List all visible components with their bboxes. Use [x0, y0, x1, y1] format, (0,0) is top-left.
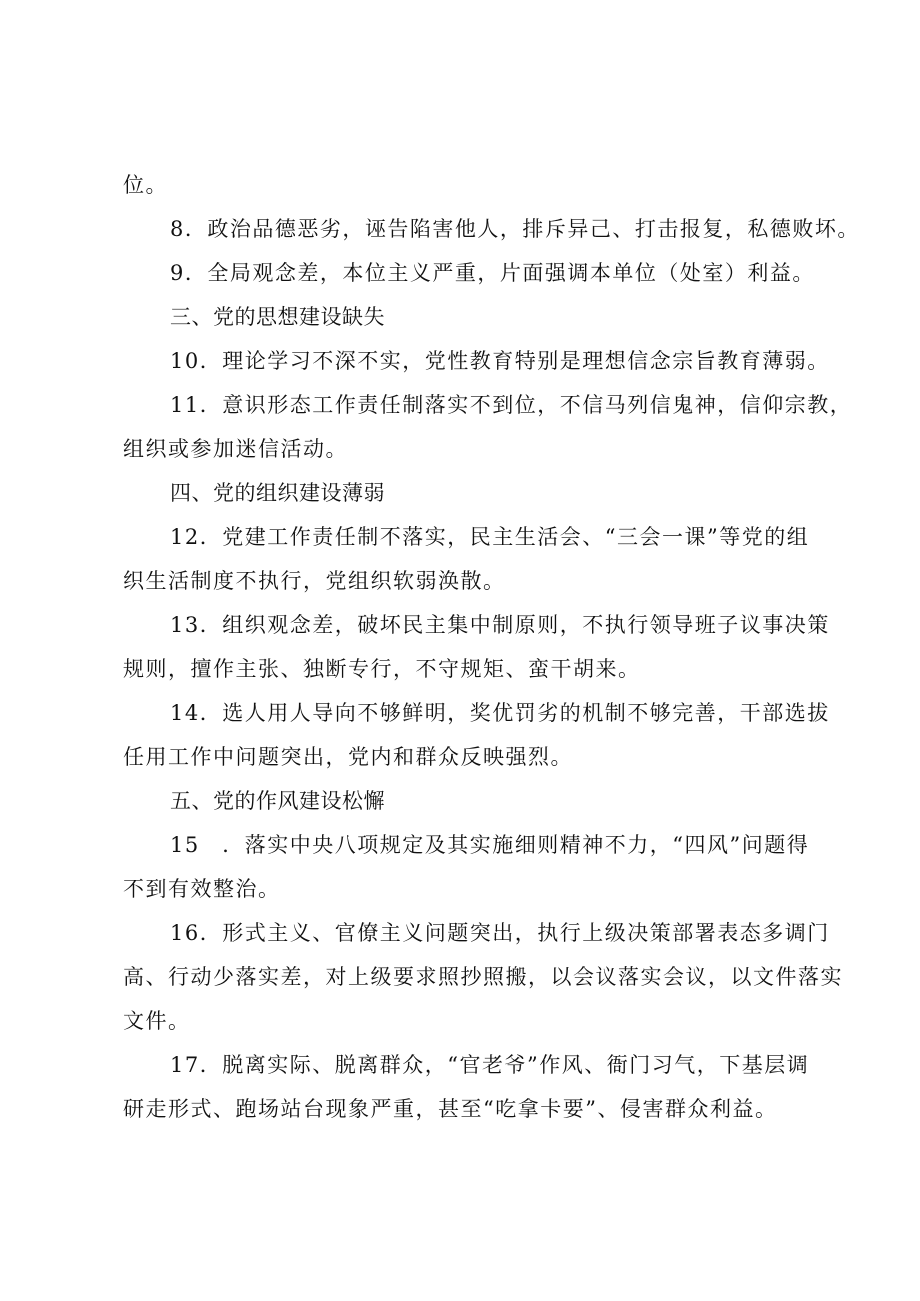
text-line: 位。 — [123, 173, 168, 197]
text-line: 规则，擅作主张、独断专行，不守规矩、蛮干胡来。 — [123, 657, 641, 681]
section-heading: 三、党的思想建设缺失 — [170, 305, 385, 329]
text-line: 任用工作中问题突出，党内和群众反映强烈。 — [123, 745, 573, 769]
section-heading: 五、党的作风建设松懈 — [170, 789, 385, 813]
list-item: 15 ．落实中央八项规定及其实施细则精神不力，“四风”问题得 — [170, 833, 810, 857]
list-item: 10．理论学习不深不实，党性教育特别是理想信念宗旨教育薄弱。 — [170, 349, 830, 373]
list-item: 13．组织观念差，破坏民主集中制原则，不执行领导班子议事决策 — [170, 613, 830, 637]
list-item: 17．脱离实际、脱离群众，“官老爷”作风、衙门习气，下基层调 — [170, 1053, 810, 1077]
list-item: 11．意识形态工作责任制落实不到位，不信马列信鬼神，信仰宗教， — [170, 393, 853, 417]
text-line: 不到有效整治。 — [123, 877, 281, 901]
list-item: 14．选人用人导向不够鲜明，奖优罚劣的机制不够完善，干部选拔 — [170, 701, 830, 725]
list-item: 8．政治品德恶劣，诬告陷害他人，排斥异己、打击报复，私德败坏。 — [170, 217, 860, 241]
text-line: 高、行动少落实差，对上级要求照抄照搬，以会议落实会议，以文件落实 — [123, 965, 843, 989]
list-item: 12．党建工作责任制不落实，民主生活会、“三会一课”等党的组 — [170, 525, 810, 549]
text-line: 组织或参加迷信活动。 — [123, 437, 348, 461]
text-line: 文件。 — [123, 1009, 191, 1033]
list-item: 9．全局观念差，本位主义严重，片面强调本单位（处室）利益。 — [170, 261, 815, 285]
text-line: 织生活制度不执行，党组织软弱涣散。 — [123, 569, 506, 593]
list-item: 16．形式主义、官僚主义问题突出，执行上级决策部署表态多调门 — [170, 921, 830, 945]
section-heading: 四、党的组织建设薄弱 — [170, 481, 385, 505]
text-line: 研走形式、跑场站台现象严重，甚至“吃拿卡要”、侵害群众利益。 — [123, 1097, 778, 1121]
